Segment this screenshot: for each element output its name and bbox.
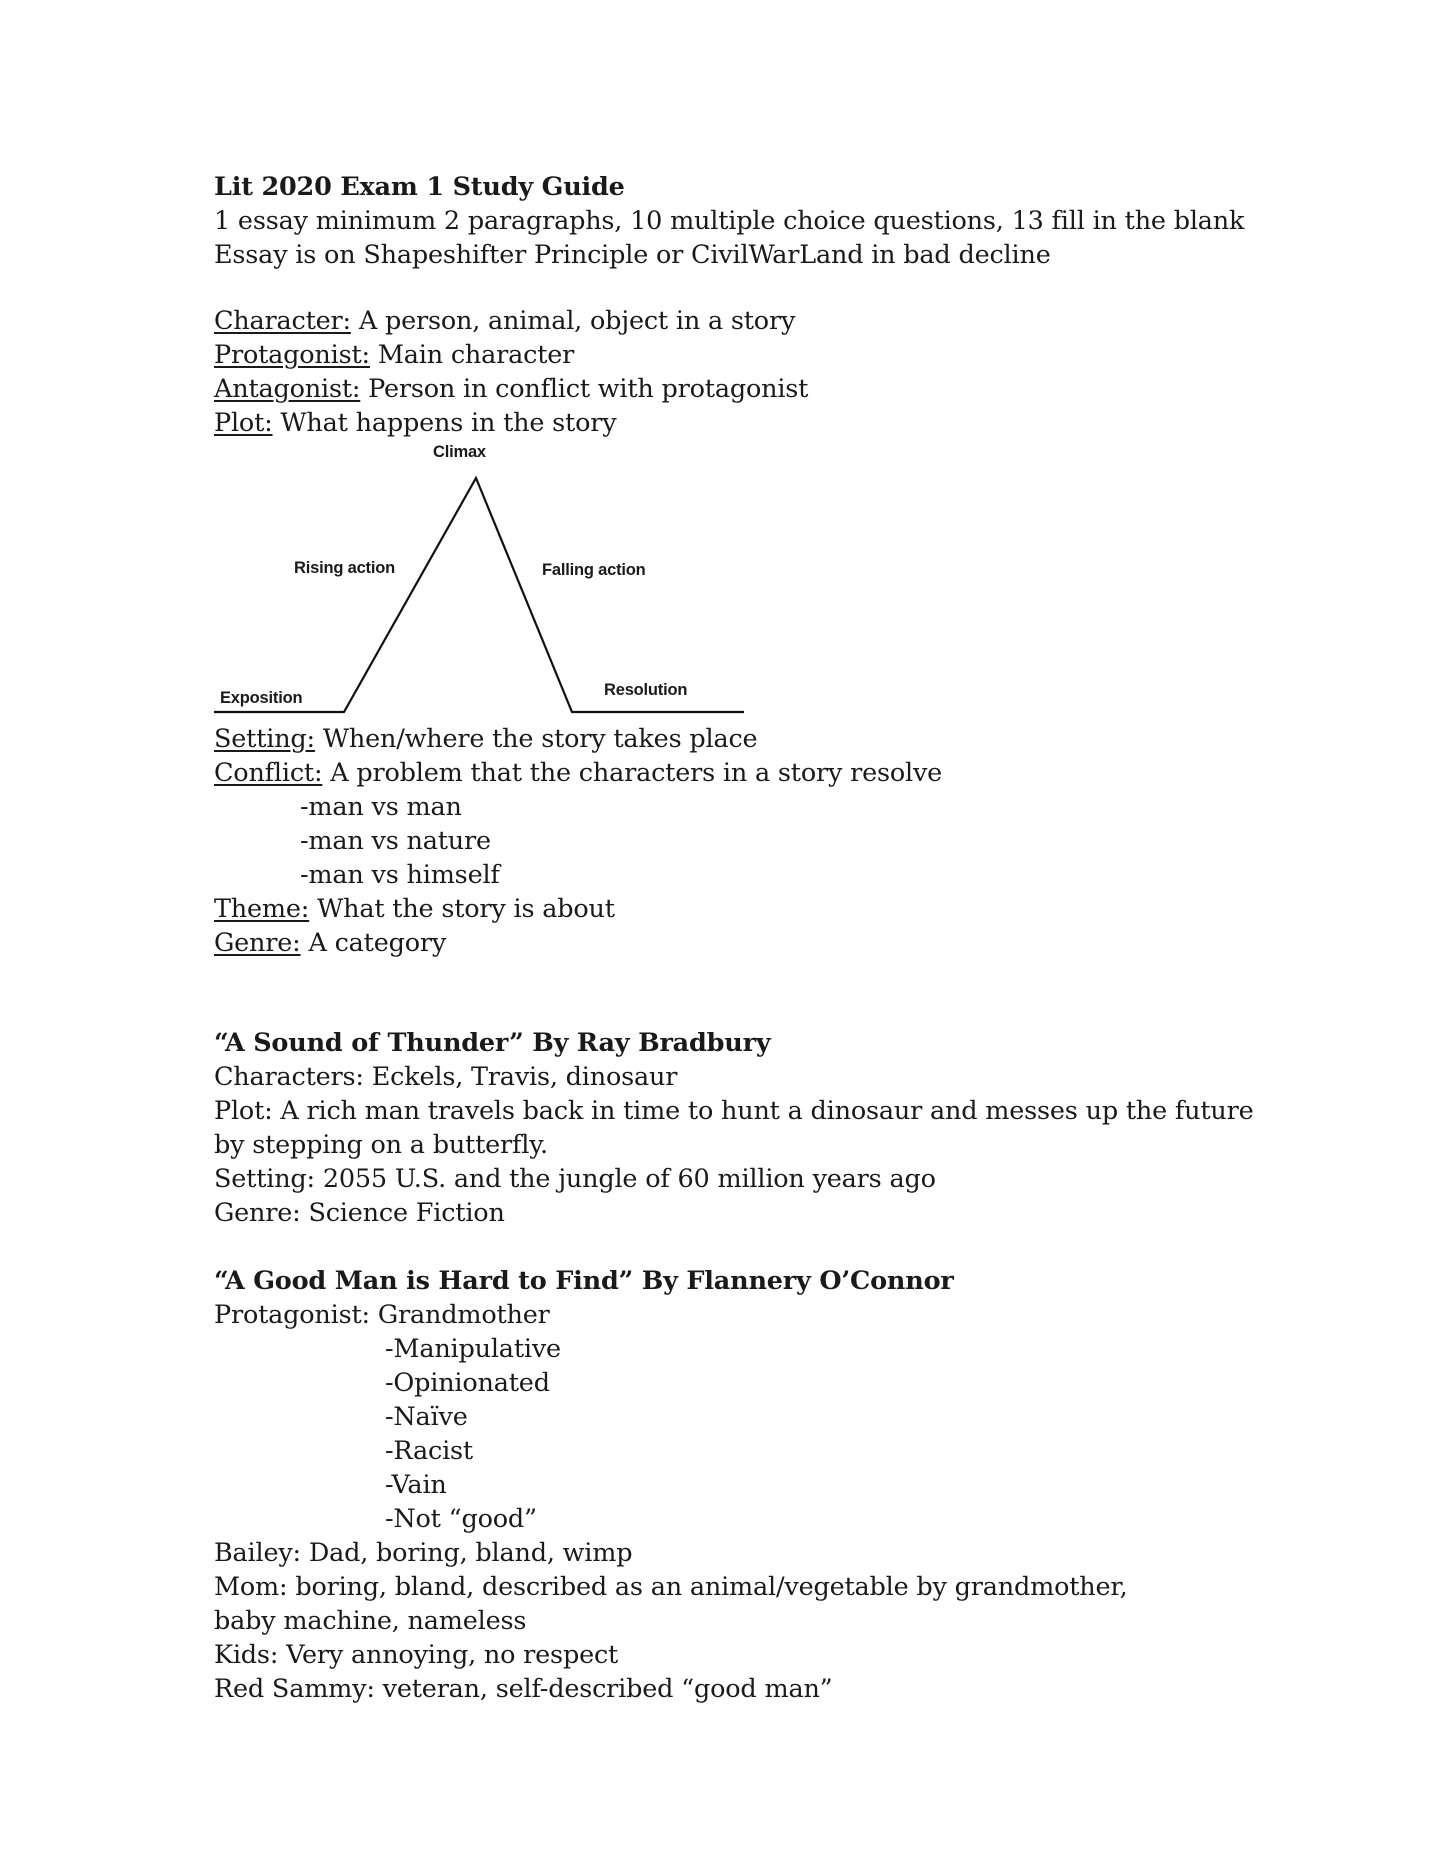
term-label: Theme: [214, 894, 310, 924]
label-rising-action: Rising action [294, 559, 395, 577]
conflict-type: -man vs nature [300, 826, 491, 856]
essay-topic-line: Essay is on Shapeshifter Principle or CivilWarLand in bad decline [214, 240, 1051, 270]
term-label: Conflict: [214, 758, 323, 788]
exam-format-line: 1 essay minimum 2 paragraphs, 10 multiple choice questions, 13 fill in the blank [214, 206, 1245, 236]
definition-protagonist [214, 338, 1254, 372]
thunder-setting: Setting: 2055 U.S. and the jungle of 60 million years ago [214, 1164, 936, 1194]
conflict-type: -man vs man [300, 792, 462, 822]
trait-item: -Opinionated [385, 1368, 550, 1398]
definition-conflict [214, 756, 1254, 790]
definition-setting [214, 722, 1254, 756]
term-label: Plot: [214, 408, 273, 438]
label-resolution: Resolution [604, 681, 688, 699]
trait-item: -Not “good” [385, 1504, 537, 1534]
definition-character [214, 304, 1254, 338]
thunder-characters: Characters: Eckels, Travis, dinosaur [214, 1062, 678, 1092]
term-definition: A person, animal, object in a story [350, 306, 796, 336]
definition-antagonist [214, 372, 1254, 406]
term-label: Character: [214, 306, 351, 336]
definition-genre [214, 926, 1254, 960]
term-definition: What the story is about [309, 894, 615, 924]
definition-plot [214, 406, 1254, 440]
label-falling-action: Falling action [542, 561, 646, 579]
plot-diagram-lines [214, 440, 774, 722]
good-man-bailey: Bailey: Dad, boring, bland, wimp [214, 1538, 633, 1568]
section-title-good-man: “A Good Man is Hard to Find” By Flannery O’Connor [214, 1266, 954, 1296]
thunder-plot: Plot: A rich man travels back in time to hunt a dinosaur and messes up the future by stepping on a butterfly. [214, 1096, 1254, 1160]
good-man-kids: Kids: Very annoying, no respect [214, 1640, 619, 1670]
term-definition: What happens in the story [272, 408, 617, 438]
term-definition: A problem that the characters in a story resolve [322, 758, 943, 788]
term-label: Protagonist: [214, 340, 370, 370]
definition-theme [214, 892, 1254, 926]
trait-item: -Naïve [385, 1402, 468, 1432]
study-guide [214, 170, 1254, 1706]
label-climax: Climax [433, 443, 486, 461]
term-label: Setting: [214, 724, 315, 754]
trait-item: -Racist [385, 1436, 473, 1466]
term-definition: Person in conflict with protagonist [360, 374, 809, 404]
trait-item: -Vain [385, 1470, 447, 1500]
term-definition: When/where the story takes place [314, 724, 758, 754]
trait-item: -Manipulative [385, 1334, 561, 1364]
section-title-thunder: “A Sound of Thunder” By Ray Bradbury [214, 1028, 771, 1058]
good-man-protagonist: Protagonist: Grandmother [214, 1300, 550, 1330]
label-exposition: Exposition [220, 689, 303, 707]
plot-diagram [214, 440, 774, 722]
page-title: Lit 2020 Exam 1 Study Guide [214, 172, 625, 202]
conflict-type: -man vs himself [300, 860, 500, 890]
good-man-mom: Mom: boring, bland, described as an animal/vegetable by grandmother, baby machine, nameless [214, 1572, 1128, 1636]
term-label: Genre: [214, 928, 301, 958]
term-definition: Main character [369, 340, 575, 370]
plot-line [214, 478, 744, 712]
thunder-genre: Genre: Science Fiction [214, 1198, 505, 1228]
good-man-red-sammy: Red Sammy: veteran, self-described “good man” [214, 1674, 833, 1704]
term-label: Antagonist: [214, 374, 361, 404]
term-definition: A category [300, 928, 447, 958]
